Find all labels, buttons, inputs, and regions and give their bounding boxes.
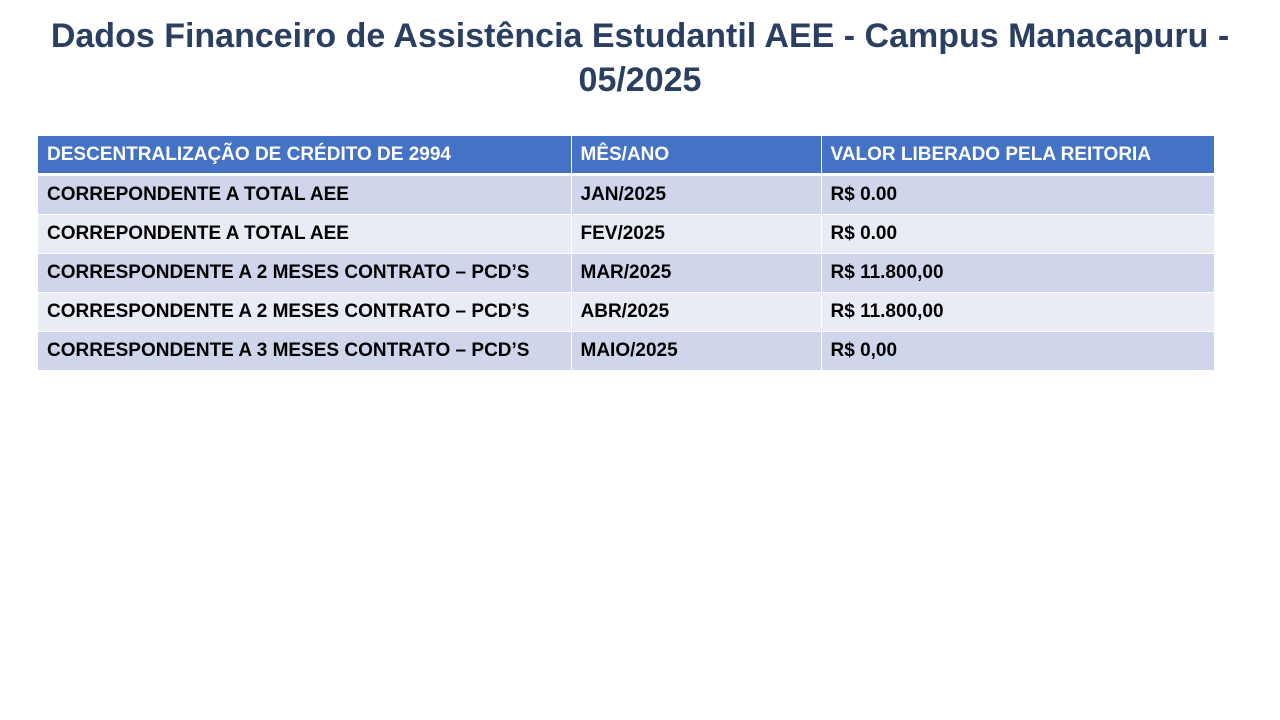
cell-amount: R$ 0.00 bbox=[821, 175, 1214, 215]
table-header bbox=[38, 136, 1214, 175]
cell-description: CORRESPONDENTE A 3 MESES CONTRATO – PCD’S bbox=[38, 332, 571, 371]
cell-amount: R$ 11.800,00 bbox=[821, 293, 1214, 332]
cell-amount: R$ 0.00 bbox=[821, 215, 1214, 254]
table-body bbox=[38, 175, 1214, 371]
cell-month-year: MAIO/2025 bbox=[571, 332, 821, 371]
cell-month-year: FEV/2025 bbox=[571, 215, 821, 254]
table-row bbox=[38, 215, 1214, 254]
table-row bbox=[38, 175, 1214, 215]
cell-description: CORREPONDENTE A TOTAL AEE bbox=[38, 175, 571, 215]
column-header-valor-liberado: VALOR LIBERADO PELA REITORIA bbox=[821, 136, 1214, 175]
cell-month-year: JAN/2025 bbox=[571, 175, 821, 215]
cell-month-year: MAR/2025 bbox=[571, 254, 821, 293]
cell-description: CORRESPONDENTE A 2 MESES CONTRATO – PCD’S bbox=[38, 293, 571, 332]
cell-amount: R$ 0,00 bbox=[821, 332, 1214, 371]
page-title: Dados Financeiro de Assistência Estudantil AEE - Campus Manacapuru - 05/2025 bbox=[50, 17, 1230, 99]
column-header-mes-ano: MÊS/ANO bbox=[571, 136, 821, 175]
table-header-row bbox=[38, 136, 1214, 175]
cell-month-year: ABR/2025 bbox=[571, 293, 821, 332]
column-header-descentralizacao: DESCENTRALIZAÇÃO DE CRÉDITO DE 2994 bbox=[38, 136, 571, 175]
table-row bbox=[38, 254, 1214, 293]
table-row bbox=[38, 293, 1214, 332]
financial-table-container bbox=[38, 136, 1214, 371]
financial-table bbox=[38, 136, 1214, 371]
cell-description: CORRESPONDENTE A 2 MESES CONTRATO – PCD’S bbox=[38, 254, 571, 293]
cell-description: CORREPONDENTE A TOTAL AEE bbox=[38, 215, 571, 254]
table-row bbox=[38, 332, 1214, 371]
cell-amount: R$ 11.800,00 bbox=[821, 254, 1214, 293]
